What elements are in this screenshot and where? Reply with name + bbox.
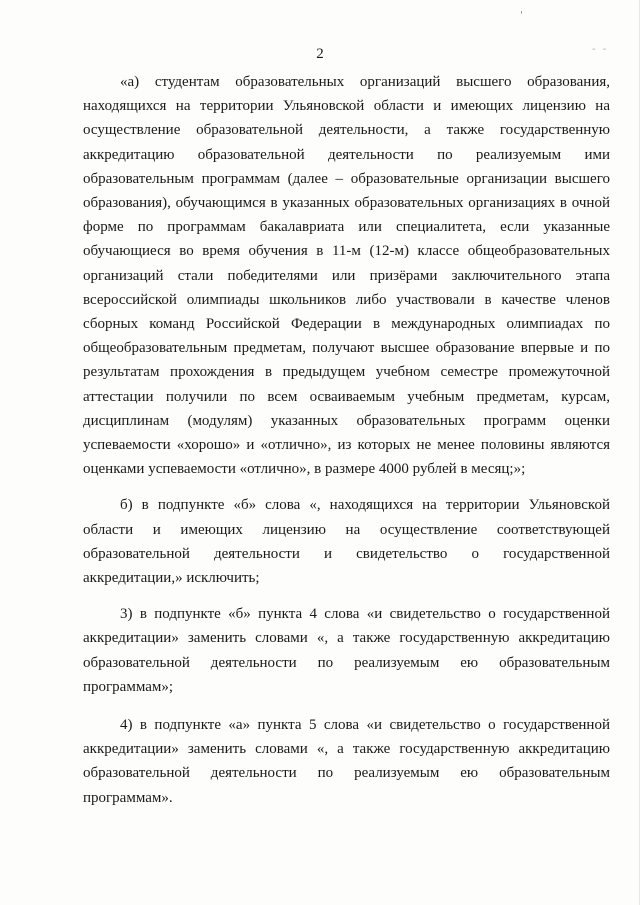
document-body: [83, 70, 610, 810]
paragraph-amendment-a: «а) студентам образовательных организаций высшего образования, находящихся на территории Ульяновской области и имеющих лицензию на осуществление образовательной деятельности, а также государственную аккредитацию образовательной деятельности по реализуемым ими образовательным программам (далее – образовательные организации высшего образования), обучающимся в указанных образовательных организациях в очной форме по программам бакалавриата или специалитета, если указанные обучающиеся во время обучения в 11-м (12-м) классе общеобразовательных организаций стали победителями или призёрами заключительного этапа всероссийской олимпиады школьников либо участвовали в качестве членов сборных команд Российской Федерации в международных олимпиадах по общеобразовательным предметам, получают высшее образование впервые и по результатам прохождения в предыдущем учебном семестре промежуточной аттестации получили по всем осваиваемым учебным предметам, курсам, дисциплинам (модулям) указанных образовательных программ оценки успеваемости «хорошо» и «отлично», из которых не менее половины являются оценками успеваемости «отлично», в размере 4000 рублей в месяц;»;: [83, 74, 610, 478]
scan-mark: ': [520, 10, 523, 21]
paragraph-item-3: 3) в подпункте «б» пункта 4 слова «и свидетельство о государственной аккредитации» заменить словами «, а также государственную аккредитацию образовательной деятельности по реализуемым ею образовательным программам»;: [83, 606, 610, 695]
paragraph-item-4: 4) в подпункте «а» пункта 5 слова «и свидетельство о государственной аккредитации» заменить словами «, а также государственную аккредитацию образовательной деятельности по реализуемым ею образовательным программам».: [83, 717, 610, 806]
paragraph-amendment-b: б) в подпункте «б» слова «, находящихся на территории Ульяновской области и имеющих лицензию на осуществление соответствующей образовательной деятельности и свидетельство о государственной аккредитации,» исключить;: [83, 497, 610, 587]
page-number: 2: [316, 46, 324, 62]
scan-mark: - -: [592, 44, 609, 55]
